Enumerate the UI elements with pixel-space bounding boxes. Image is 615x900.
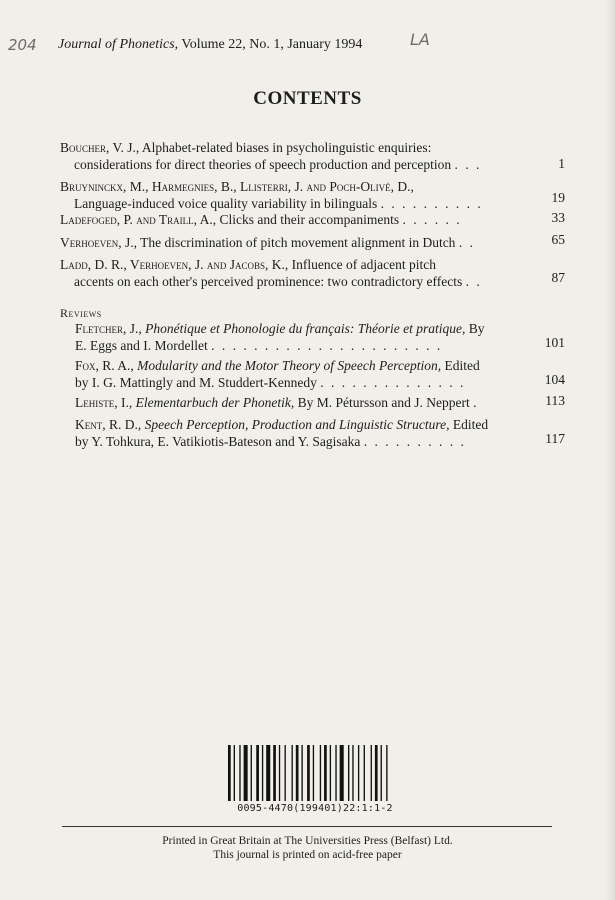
- review-page-number: 117: [545, 431, 565, 446]
- barcode-bar: [340, 745, 344, 801]
- page-title: CONTENTS: [253, 88, 362, 109]
- entry-author: Ladd, D. R., Verhoeven, J. and Jacobs, K.,: [60, 257, 289, 272]
- barcode-bar: [244, 745, 248, 801]
- review-byline-cont: by Y. Tohkura, E. Vatikiotis-Bateson and Y. Sagisaka: [75, 434, 361, 449]
- barcode-bar: [251, 745, 252, 801]
- barcode-bar: [228, 745, 231, 801]
- review-book-title: Modularity and the Motor Theory of Speech Perception,: [137, 358, 442, 373]
- contents-entry: [60, 211, 530, 228]
- printer-credit: Printed in Great Britain at The Universities Press (Belfast) Ltd.: [162, 835, 453, 847]
- barcode-bar: [320, 745, 321, 801]
- contents-entry: [60, 234, 530, 251]
- barcode-bar: [358, 745, 359, 801]
- leader-dots: . .: [465, 274, 482, 289]
- barcode-bar: [324, 745, 327, 801]
- leader-dots: . . . . . . . . . . . . . . . . . . . . . .: [211, 338, 443, 353]
- review-page-number: 104: [544, 372, 565, 387]
- barcode-bar: [266, 745, 270, 801]
- review-entry: [75, 357, 530, 391]
- review-byline: By M. Pétursson and J. Neppert: [294, 395, 470, 410]
- footer: [0, 834, 615, 862]
- entry-title: Language-induced voice quality variability in bilinguals: [74, 196, 378, 211]
- journal-issue: Volume 22, No. 1, January 1994: [181, 37, 363, 52]
- barcode-number: 0095-4470(199401)22:1:1-2: [237, 803, 393, 814]
- entry-page-number: 19: [551, 190, 565, 205]
- footer-divider: [62, 826, 552, 827]
- review-book-title: Speech Perception, Production and Linguistic Structure,: [144, 417, 450, 432]
- leader-dots: . . . . . . . . . .: [380, 196, 483, 211]
- barcode-bar: [301, 745, 302, 801]
- barcode-bar: [285, 745, 286, 801]
- review-byline: By: [465, 321, 485, 336]
- barcode-bar: [273, 745, 276, 801]
- leader-dots: . . . . . .: [402, 212, 462, 227]
- entry-title-cont: accents on each other's perceived prominence: two contradictory effects: [74, 274, 463, 289]
- barcode-bar: [348, 745, 349, 801]
- contents-entry: [60, 178, 530, 212]
- review-entry: [75, 320, 530, 354]
- review-page-number: 101: [544, 335, 565, 350]
- review-page-number: 113: [545, 393, 565, 408]
- journal-name: Journal of Phonetics,: [58, 37, 179, 52]
- leader-dots: .: [473, 395, 479, 410]
- entry-title: Clicks and their accompaniments: [216, 212, 400, 227]
- entry-title-cont: considerations for direct theories of speech production and perception: [74, 157, 452, 172]
- entry-author: Bruyninckx, M., Harmegnies, B., Llisterri, J. and Poch-Olivé, D.,: [60, 179, 414, 194]
- review-book-title: Phonétique et Phonologie du français: Théorie et pratique,: [145, 321, 466, 336]
- entry-page-number: 1: [558, 156, 565, 171]
- journal-header: [58, 37, 362, 53]
- entry-title: The discrimination of pitch movement alignment in Dutch: [137, 235, 456, 250]
- paper-note: This journal is printed on acid-free paper: [213, 849, 402, 861]
- barcode-bar: [330, 745, 331, 801]
- handwritten-note-left: 204: [8, 36, 37, 54]
- leader-dots: . . . . . . . . . .: [363, 434, 466, 449]
- barcode-bar: [307, 745, 310, 801]
- contents-entry: [60, 256, 530, 290]
- leader-dots: . . .: [454, 157, 482, 172]
- entry-author: Ladefoged, P. and Traill, A.,: [60, 212, 217, 227]
- review-entry: [75, 394, 530, 411]
- review-entry: [75, 416, 530, 450]
- handwritten-note-right: LA: [410, 30, 430, 49]
- barcode-bar: [234, 745, 235, 801]
- review-author: Fletcher, J.,: [75, 321, 142, 336]
- leader-dots: . .: [458, 235, 475, 250]
- entry-title: Influence of adjacent pitch: [288, 257, 436, 272]
- review-byline: Edited: [449, 417, 489, 432]
- entry-author: Verhoeven, J.,: [60, 235, 137, 250]
- review-author: Kent, R. D.,: [75, 417, 142, 432]
- reviews-heading: Reviews: [60, 306, 102, 320]
- review-byline-cont: by I. G. Mattingly and M. Studdert-Kennedy: [75, 375, 317, 390]
- review-book-title: Elementarbuch der Phonetik,: [135, 395, 295, 410]
- leader-dots: . . . . . . . . . . . . . .: [320, 375, 466, 390]
- barcode-bar: [364, 745, 365, 801]
- barcode-bar: [352, 745, 353, 801]
- review-byline: Edited: [441, 358, 480, 373]
- barcode-bar: [375, 745, 378, 801]
- entry-page-number: 33: [551, 210, 565, 225]
- barcode-bar: [262, 745, 263, 801]
- barcode-bar: [335, 745, 336, 801]
- entry-page-number: 65: [551, 232, 565, 247]
- barcode-bar: [296, 745, 299, 801]
- barcode-bar: [313, 745, 314, 801]
- barcode-bar: [386, 745, 387, 801]
- review-author: Lehiste, I.,: [75, 395, 133, 410]
- barcode-bar: [381, 745, 382, 801]
- contents-entry: [60, 139, 530, 173]
- review-author: Fox, R. A.,: [75, 358, 134, 373]
- barcode-bar: [256, 745, 259, 801]
- barcode-bar: [239, 745, 240, 801]
- review-byline-cont: E. Eggs and I. Mordellet: [75, 338, 208, 353]
- barcode-bar: [371, 745, 372, 801]
- barcode-bar: [292, 745, 293, 801]
- barcode-bar: [279, 745, 280, 801]
- entry-author: Boucher, V. J.,: [60, 140, 140, 155]
- page-edge-shadow: [605, 0, 615, 900]
- entry-title: Alphabet-related biases in psycholinguistic enquiries:: [139, 140, 432, 155]
- entry-page-number: 87: [551, 270, 565, 285]
